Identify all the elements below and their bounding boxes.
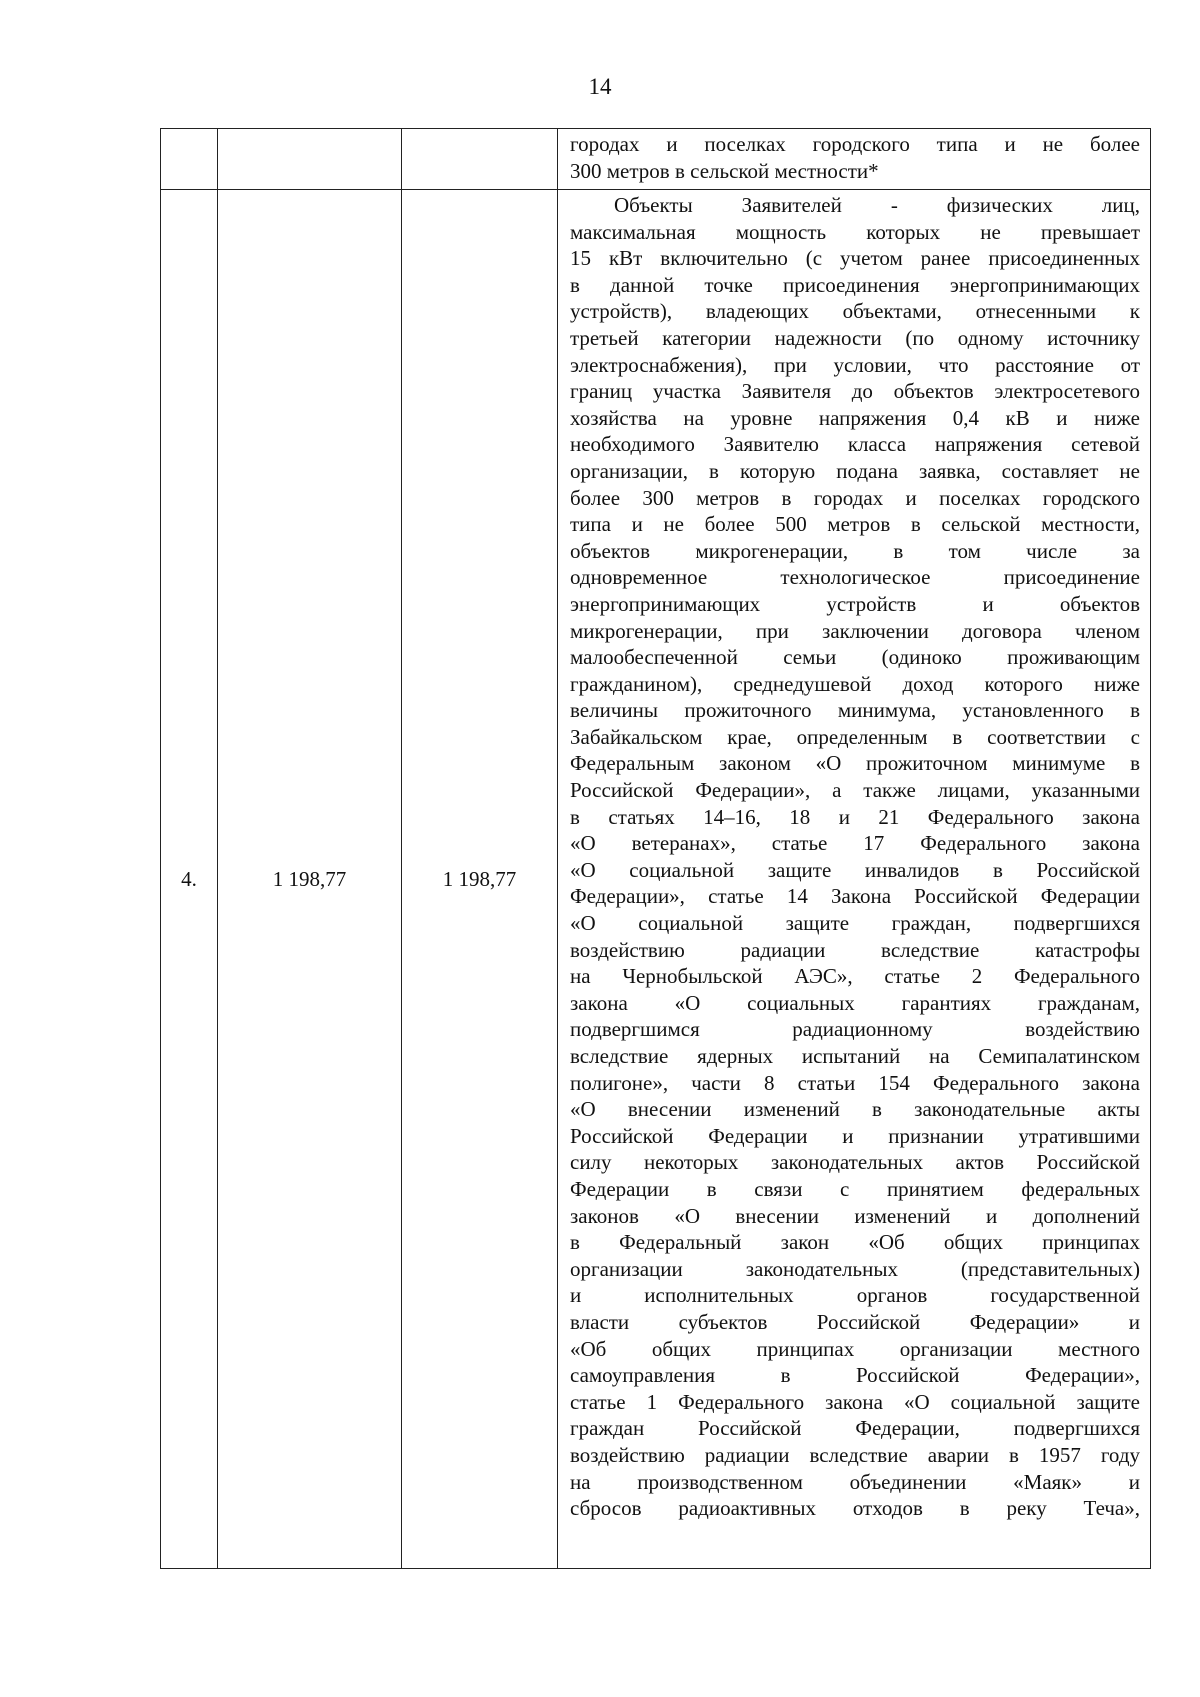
text-line: полигоне», части 8 статьи 154 Федерального закона (570, 1070, 1140, 1095)
table-row-4 (161, 190, 1151, 1569)
text-line: Федерации в связи с принятием федеральных (570, 1176, 1140, 1201)
text-line: статье 1 Федерального закона «О социальной защите (570, 1389, 1140, 1414)
text-line: хозяйства на уровне напряжения 0,4 кВ и ниже (570, 405, 1140, 430)
text-line: в данной точке присоединения энергопринимающих (570, 272, 1140, 297)
row-number-cell (161, 129, 218, 190)
text-line: границ участка Заявителя до объектов электросетевого (570, 379, 1140, 404)
text-line: городах и поселках городского типа и не более (570, 132, 1140, 156)
text-line: организации законодательных (представительных) (570, 1256, 1140, 1281)
text-line: типа и не более 500 метров в сельской местности, (570, 512, 1140, 537)
text-line: Федеральным законом «О прожиточном минимуме в (570, 751, 1140, 776)
text-line: электроснабжения), при условии, что расстояние от (570, 352, 1140, 377)
table-row-continued (161, 129, 1151, 190)
text-line: 15 кВт включительно (с учетом ранее присоединенных (570, 246, 1140, 271)
description-cell (558, 129, 1151, 190)
text-line: Забайкальском крае, определенным в соответствии с (570, 724, 1140, 749)
value-b-cell (402, 129, 558, 190)
text-line: граждан Российской Федерации, подвергшихся (570, 1416, 1140, 1441)
text-line: Федерации», статье 14 Закона Российской Федерации (570, 884, 1140, 909)
text-line: воздействию радиации вследствие катастрофы (570, 937, 1140, 962)
tariff-table (160, 128, 1151, 1569)
row-number-cell: 4. (161, 190, 218, 1569)
text-line: Российской Федерации», а также лицами, указанными (570, 778, 1140, 803)
text-line: в статьях 14–16, 18 и 21 Федерального закона (570, 804, 1140, 829)
text-line: самоуправления в Российской Федерации», (570, 1363, 1140, 1388)
text-line: объектов микрогенерации, в том числе за (570, 538, 1140, 563)
text-line: максимальная мощность которых не превышает (570, 219, 1140, 244)
text-line: сбросов радиоактивных отходов в реку Теча», (570, 1496, 1140, 1521)
text-line: Российской Федерации и признании утратившими (570, 1123, 1140, 1148)
value-a-cell: 1 198,77 (218, 190, 402, 1569)
text-line: более 300 метров в городах и поселках городского (570, 485, 1140, 510)
description-cell (558, 190, 1151, 1569)
text-line: 300 метров в сельской местности* (570, 158, 879, 183)
text-line: необходимого Заявителю класса напряжения сетевой (570, 432, 1140, 457)
text-line: власти субъектов Российской Федерации» и (570, 1309, 1140, 1334)
text-line: на Чернобыльской АЭС», статье 2 Федерального (570, 964, 1140, 989)
text-line: малообеспеченной семьи (одиноко проживающим (570, 645, 1140, 670)
text-line: «О ветеранах», статье 17 Федерального закона (570, 831, 1140, 856)
text-line: энергопринимающих устройств и объектов (570, 591, 1140, 616)
text-line: «О внесении изменений в законодательные акты (570, 1097, 1140, 1122)
text-line: гражданином), среднедушевой доход которого ниже (570, 671, 1140, 696)
text-line: воздействию радиации вследствие аварии в 1957 году (570, 1442, 1140, 1467)
text-line: третьей категории надежности (по одному источнику (570, 325, 1140, 350)
text-line: величины прожиточного минимума, установленного в (570, 698, 1140, 723)
text-line: одновременное технологическое присоединение (570, 565, 1140, 590)
text-line: устройств), владеющих объектами, отнесенными к (570, 299, 1140, 324)
text-line: «Об общих принципах организации местного (570, 1336, 1140, 1361)
text-line: «О социальной защите инвалидов в Российской (570, 857, 1140, 882)
text-line: «О социальной защите граждан, подвергшихся (570, 911, 1140, 936)
text-line: в Федеральный закон «Об общих принципах (570, 1230, 1140, 1255)
text-line: и исполнительных органов государственной (570, 1283, 1140, 1308)
value-a-cell (218, 129, 402, 190)
text-line: подвергшимся радиационному воздействию (570, 1017, 1140, 1042)
text-line: силу некоторых законодательных актов Российской (570, 1150, 1140, 1175)
text-line: микрогенерации, при заключении договора членом (570, 618, 1140, 643)
text-line: на производственном объединении «Маяк» и (570, 1469, 1140, 1494)
text-line: организации, в которую подана заявка, составляет не (570, 458, 1140, 483)
text-line: Объекты Заявителей - физических лиц, (614, 193, 1140, 217)
text-line: вследствие ядерных испытаний на Семипалатинском (570, 1044, 1140, 1068)
page-number: 14 (588, 74, 612, 99)
text-line: закона «О социальных гарантиях гражданам, (570, 990, 1140, 1015)
value-b-cell: 1 198,77 (402, 190, 558, 1569)
text-line: законов «О внесении изменений и дополнений (570, 1203, 1140, 1228)
